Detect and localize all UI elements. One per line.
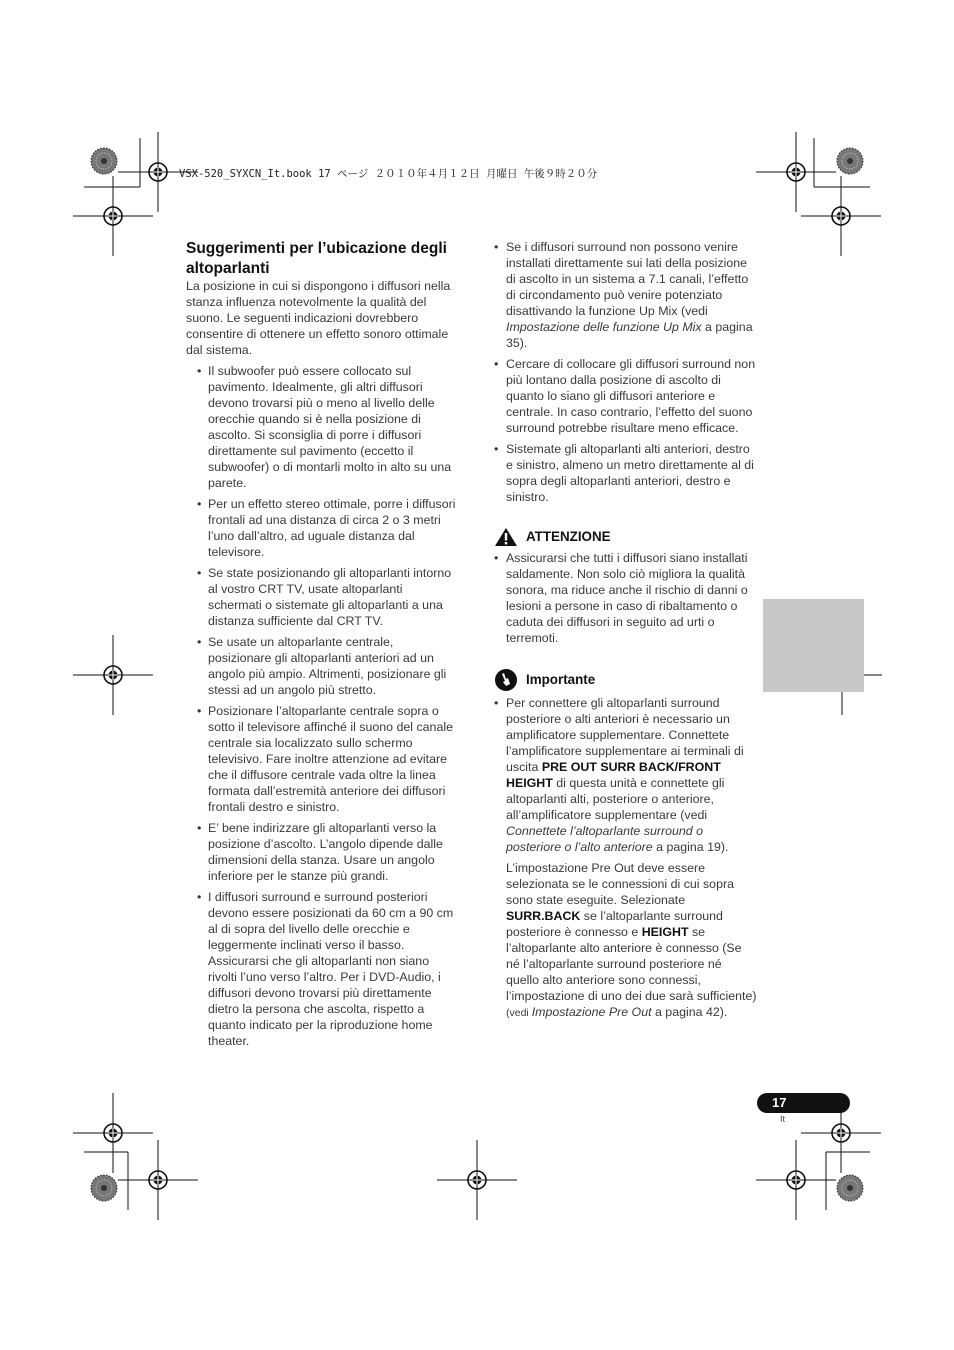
color-target-icon	[91, 148, 117, 174]
tips-list-continued	[494, 239, 758, 505]
list-item: • Il subwoofer può essere collocato sul pavimento. Idealmente, gli altri diffusori devono trovarsi più o meno al livello delle orecchie quando si è nella posizione di ascolto. Si sconsiglia di porre i diffusori direttamente sul pavimento (eccetto il subwoofer) o di montarli molto in alto su una parete.	[186, 363, 458, 491]
tips-list	[186, 363, 458, 1049]
section-heading: Suggerimenti per l’ubicazione degli altoparlanti	[186, 240, 447, 277]
language-code: It	[780, 1114, 786, 1124]
cross-reference: Impostazione delle funzione Up Mix	[506, 320, 702, 334]
list-item: • I diffusori surround e surround posteriori devono essere posizionati da 60 cm a 90 cm al di sopra del livello delle orecchie e leggermente inclinati verso il basso. Assicurarsi che gli altoparlanti non siano rivolti l’uno verso l’altro. Per i DVD-Audio, i diffusori devono trovarsi più direttamente dietro la persona che ascolta, rispetto a quanto indicato per la riproduzione home theater.	[186, 889, 458, 1049]
warning-icon	[494, 527, 518, 547]
list-item: • Sistemate gli altoparlanti alti anteriori, destro e sinistro, almeno un metro direttamente al di sopra degli altoparlanti anteriori, destro e sinistro.	[494, 441, 758, 505]
list-item: • Per un effetto stereo ottimale, porre i diffusori frontali ad una distanza di circa 2 o 3 metri l’uno dall’altro, ad uguale distanza dal televisore.	[186, 496, 458, 560]
list-item: • Se usate un altoparlante centrale, posizionare gli altoparlanti anteriori ad un angolo più ampio. Altrimenti, posizionare gli stessi ad un angolo più stretto.	[186, 634, 458, 698]
page-number: 17	[772, 1095, 787, 1110]
color-target-icon	[91, 1175, 117, 1201]
list-item: • Assicurarsi che tutti i diffusori siano installati saldamente. Non solo ciò migliora la qualità sonora, ma riduce anche il rischio di danni o lesioni a persone in caso di ribaltamento o caduta dei diffusori in seguito ad urti o terremoti.	[494, 550, 758, 646]
section-tab	[763, 599, 864, 692]
list-item: • Cercare di collocare gli diffusori surround non più lontano dalla posizione di ascolto di quanto lo siano gli diffusori anteriore e centrale. In caso contrario, l’effetto del suono surround potrebbe risultare meno efficace.	[494, 356, 758, 436]
important-header	[494, 668, 758, 692]
cross-reference: Connettete l’altoparlante surround o posteriore o l’alto anteriore	[506, 824, 704, 854]
caution-list	[494, 550, 758, 646]
caution-header	[494, 527, 758, 547]
cross-reference: Impostazione Pre Out	[531, 1005, 652, 1019]
list-item: • Se i diffusori surround non possono venire installati direttamente sui lati della posizione di ascolto in un sistema a 7.1 canali, l’effetto di circondamento può venire potenziato disattivando la funzione Up Mix (vedi Impostazione delle funzione Up Mix a pagina 35).	[494, 239, 758, 351]
list-item: • Posizionare l’altoparlante centrale sopra o sotto il televisore affinché il suono del canale centrale sia localizzato sullo schermo televisivo. Fare inoltre attenzione ad evitare che il diffusore centrale vada oltre la linea formata dall’estremità anteriore dei diffusori frontali destro e sinistro.	[186, 703, 458, 815]
setting-name: HEIGHT	[641, 925, 689, 939]
color-target-icon	[837, 1175, 863, 1201]
intro-paragraph: La posizione in cui si dispongono i diffusori nella stanza influenza notevolmente la qualità del suono. Le seguenti indicazioni dovrebbero consentire di ottenere un effetto sonoro ottimale dal sistema.	[186, 279, 451, 357]
color-target-icon	[837, 148, 863, 174]
preout-paragraph: L’impostazione Pre Out deve essere selezionata se le connessioni di cui sopra sono state eseguite. Selezionate SURR.BACK se l’altoparlante surround posteriore è connesso e HEIGHT se l’altoparlante alto anteriore è connesso (Se né l’altoparlante surround posteriore né quello alto anteriore sono connessi, l’impostazione di uno dei due sarà sufficiente) (vedi Impostazione Pre Out a pagina 42).	[506, 861, 757, 1019]
important-list	[494, 695, 758, 855]
list-item: • Se state posizionando gli altoparlanti intorno al vostro CRT TV, usate altoparlanti schermati o sistemate gli altoparlanti a una distanza sufficiente dal CRT TV.	[186, 565, 458, 629]
important-hand-icon	[494, 668, 518, 692]
important-title: Importante	[526, 672, 596, 687]
list-item: • Per connettere gli altoparlanti surround posteriore o alti anteriori è necessario un amplificatore supplementare. Connettete l’amplificatore supplementare ai terminali di uscita PRE OUT SURR BACK/FRONT HEIGHT di questa unità e connettete gli altoparlanti alti, posteriore o anteriore, all’amplificatore supplementare (vedi Connettete l’altoparlante surround o posteriore o l’alto anteriore a pagina 19).	[494, 695, 758, 855]
page-number-badge	[757, 1093, 850, 1113]
list-item: • E’ bene indirizzare gli altoparlanti verso la posizione d’ascolto. L’angolo dipende dalle dimensioni della stanza. Usare un angolo inferiore per le stanze più grandi.	[186, 820, 458, 884]
terminal-name: PRE OUT SURR BACK/FRONT HEIGHT	[506, 760, 721, 790]
left-column	[186, 239, 458, 1049]
print-header: VSX-520_SYXCN_It.book 17 ページ ２０１０年４月１２日 月曜日 午後９時２０分	[179, 168, 598, 180]
setting-name: SURR.BACK	[506, 909, 581, 923]
caution-title: ATTENZIONE	[526, 529, 611, 544]
right-column	[494, 239, 758, 1021]
